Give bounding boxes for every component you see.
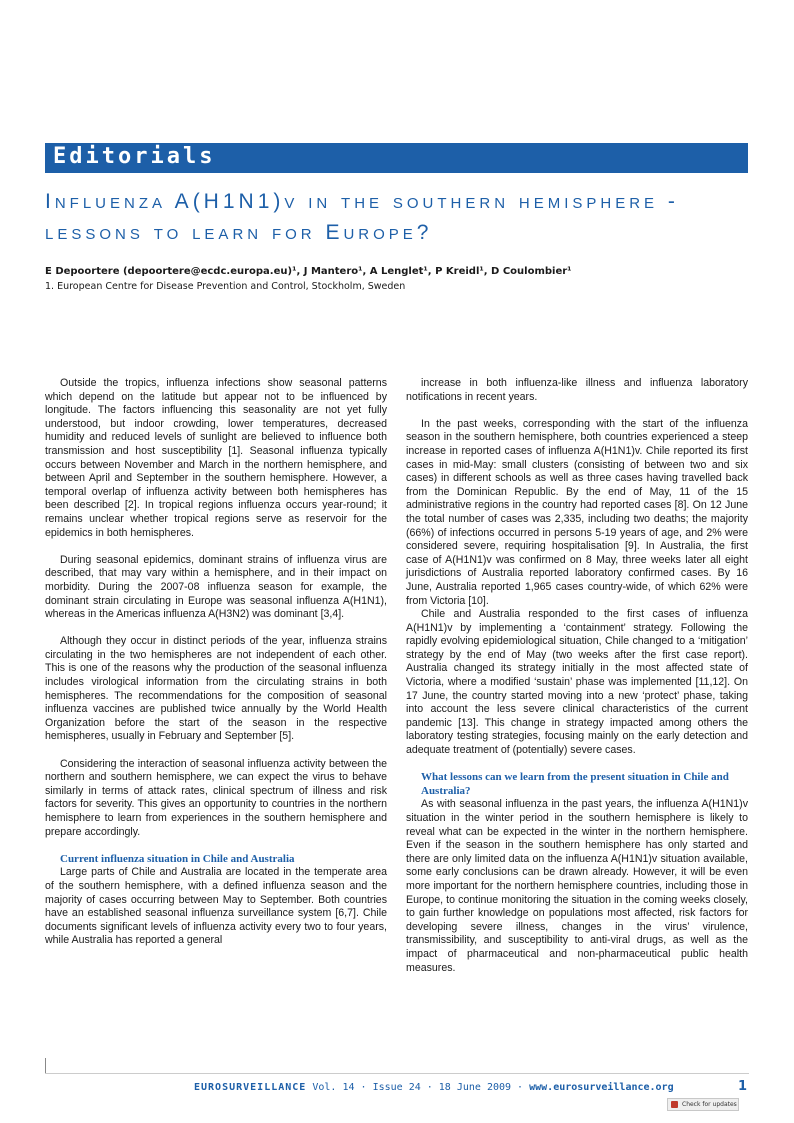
- section-label: Editorials: [53, 144, 216, 169]
- section-heading: What lessons can we learn from the present situation in Chile and Australia?: [421, 771, 729, 797]
- badge-label: Check for updates: [682, 1101, 737, 1108]
- section-banner: [45, 143, 748, 173]
- paragraph: Considering the interaction of seasonal influenza activity between the northern and southern hemisphere, we can expect the virus to behave similarly in terms of attack rates, clinical spectrum of illness and risk factors for severity. This gives an opportunity to countries in the northern hemisphere to learn from experiences in the southern hemisphere and prepare accordingly.: [45, 757, 387, 838]
- right-column: [406, 377, 748, 975]
- crossmark-icon: [671, 1101, 678, 1108]
- paragraph: Chile and Australia responded to the first cases of influenza A(H1N1)v by implementing a ‘containment’ strategy. Following the rapidly evolving epidemiological situation, Chile changed to a ‘mitigation’ strategy by the end of May (two weeks after the first case report). Australia changed its strategy initially in the most affected state of Victoria, where a modified ‘sustain’ phase was implemented [11,12]. On 17 June, the country started moving into a new ‘protect’ phase, taking into account the less severe clinical characteristics of the current pandemic [13]. This change in strategy impacted among others the laboratory testing strategies, focusing mainly on the early detection and adequate treatment of (potentially) severe cases.: [406, 608, 748, 757]
- paragraph: Large parts of Chile and Australia are located in the temperate area of the southern hemisphere, with a defined influenza season and the majority of cases occurring between May to September. Both countries have an established seasonal influenza surveillance system [6,7]. Chile documents significant levels of influenza activity every two to four years, while Australia has reported a general: [45, 866, 387, 947]
- paragraph: During seasonal epidemics, dominant strains of influenza virus are described, that may vary within a hemisphere, and in their impact on morbidity. During the 2007-08 influenza season for example, the dominant strain circulating in Europe was seasonal influenza A(H1N1), whereas in the Americas influenza A(H3N2) was dominant [3,4].: [45, 553, 387, 621]
- article-title: Influenza A(H1N1)v in the southern hemisphere - lessons to learn for Europe?: [45, 190, 679, 244]
- journal-url[interactable]: www.eurosurveillance.org: [529, 1082, 674, 1093]
- issue-info: Vol. 14 · Issue 24 · 18 June 2009 ·: [312, 1082, 524, 1093]
- paragraph: In the past weeks, corresponding with the start of the influenza season in the southern hemisphere, both countries experienced a steep increase in reported cases of influenza A(H1N1)v. Chile reported its first cases in mid-May: small clusters (consisting of between two and six cases) in different schools as well as three cases having travelled back from the Dominican Republic. By the end of May, 11 of the 15 administrative regions in the country had reported cases [8]. On 12 June the total number of cases was 2,335, including two deaths; the majority (66%) of infections occurred in persons 5-19 years of age, and 2% were considered severe, requiring hospitalisation [9]. In Australia, the first case of A(H1N1)v was confirmed on 8 May, three weeks later all eight jurisdictions of Australia reported laboratory confirmed cases. By 16 June, Australia reported 1,965 cases country-wide, of which 62% were from Victoria [10].: [406, 417, 748, 607]
- journal-name: EUROSURVEILLANCE: [194, 1082, 307, 1093]
- check-for-updates-button[interactable]: [667, 1098, 739, 1111]
- author-list: E Depoortere (depoortere@ecdc.europa.eu)¹, J Mantero¹, A Lenglet¹, P Kreidl¹, D Coulombier¹: [45, 266, 572, 277]
- left-column: [45, 377, 387, 948]
- paragraph: Outside the tropics, influenza infections show seasonal patterns which depend on the latitude but appear not to be influenced by longitude. The factors influencing this seasonality are not yet fully understood, but indoor crowding, lower temperatures, decreased humidity and reduced levels of sunlight are believed to influence both transmission and host susceptibility [1]. Seasonal influenza typically occurs between November and March in the northern hemisphere, and between April and September in the southern hemisphere. However, a temporal overlap of influenza activity between both hemispheres has been described [2]. In tropical regions influenza occurs year-round; it remains unclear whether tropical regions serve as reservoir for the epidemics in both hemispheres.: [45, 377, 387, 539]
- footer-divider: [45, 1073, 749, 1074]
- footer-tick: [45, 1058, 46, 1074]
- paragraph: As with seasonal influenza in the past years, the influenza A(H1N1)v situation in the winter period in the southern hemisphere is likely to reveal what can be expected in the winter in the northern hemisphere. Even if the season in the southern hemisphere has only started and there are only limited data on the influenza A(H1N1)v situation available, some early conclusions can be drawn already. However, it will be even more important for the northern hemisphere countries, including those in Europe, to continue monitoring the situation in the coming weeks closely, to gain further knowledge on populations most affected, risk factors for developing severe illness, changes in the virus’ virulence, transmissibility, and susceptibility to anti-viral drugs, as well as the impact of pharmaceutical and non-pharmaceutical public health measures.: [406, 798, 748, 974]
- paragraph: increase in both influenza-like illness and influenza laboratory notifications in recent years.: [406, 377, 748, 403]
- affiliation: 1. European Centre for Disease Prevention and Control, Stockholm, Sweden: [45, 281, 406, 292]
- section-heading: Current influenza situation in Chile and Australia: [60, 852, 295, 865]
- page-footer: [194, 1082, 674, 1093]
- page-number: 1: [738, 1079, 748, 1094]
- paragraph: Although they occur in distinct periods of the year, influenza strains circulating in the two hemispheres are not independent of each other. This is one of the reasons why the production of the seasonal influenza includes virological information from the circulating strains in both hemispheres. The recommendations for the composition of seasonal influenza vaccines are published twice annually by the World Health Organization before the start of the season in the respective hemispheres, usually in February and September [5].: [45, 635, 387, 743]
